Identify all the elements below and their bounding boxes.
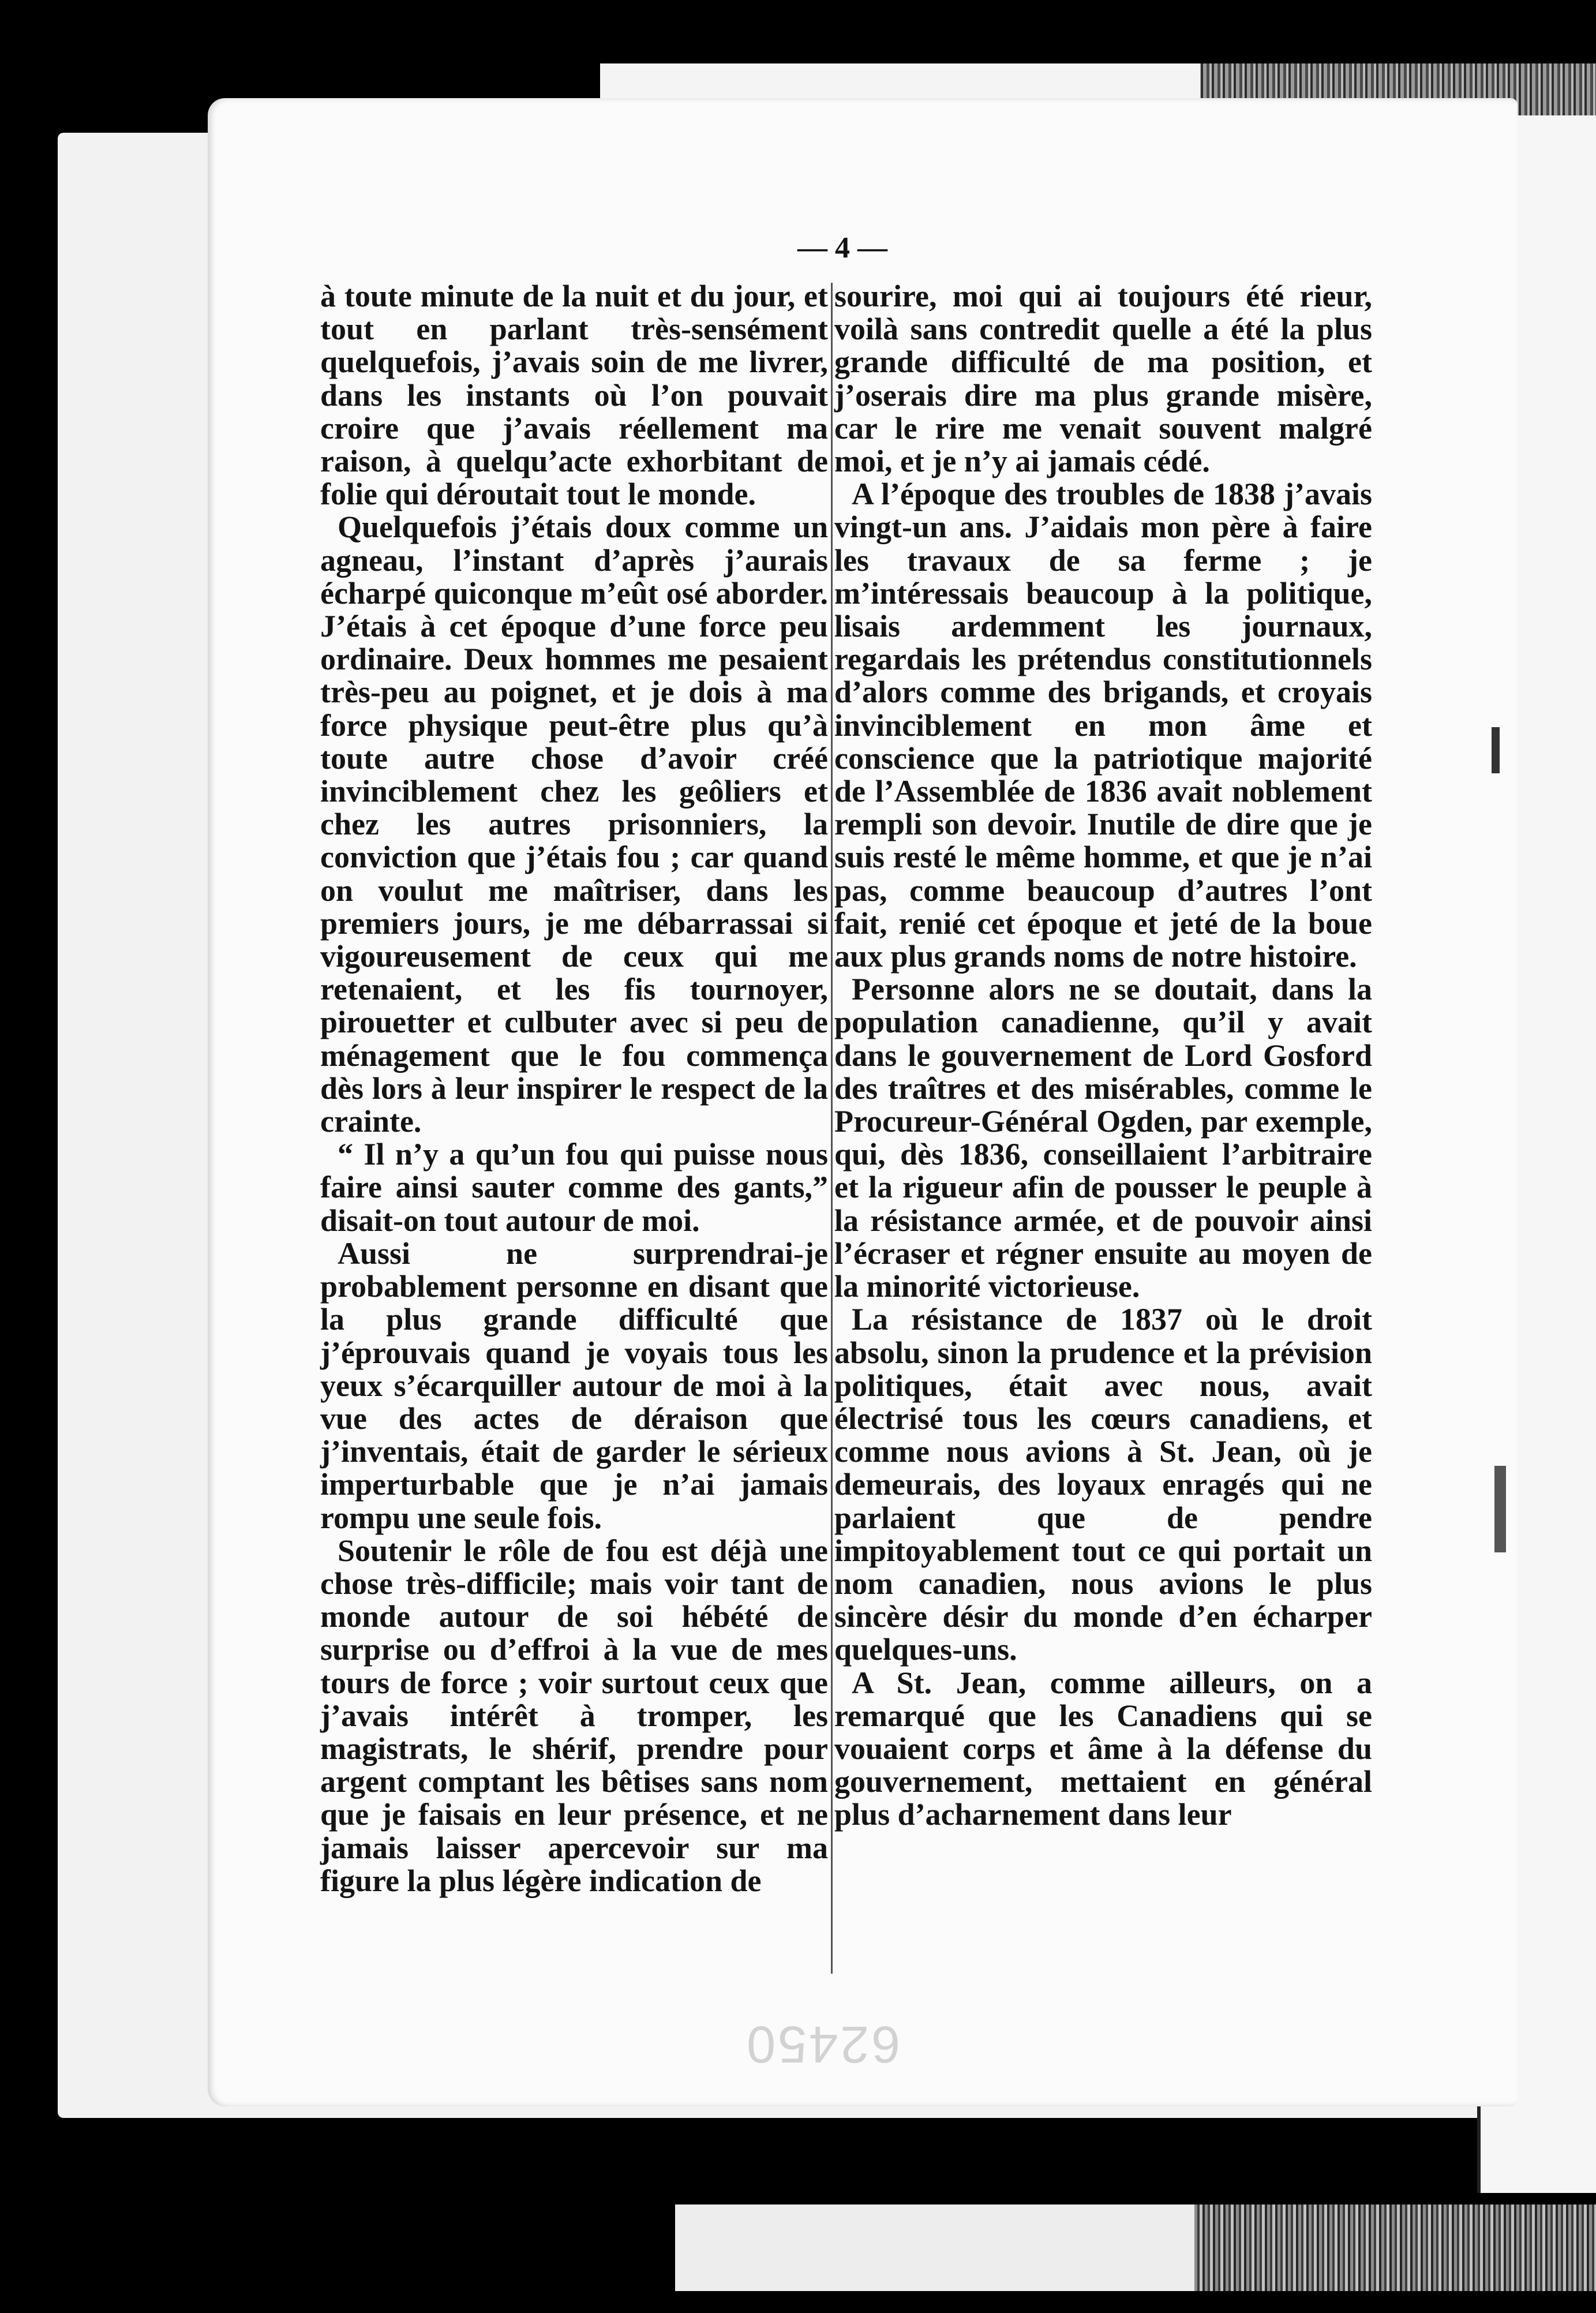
paragraph: Soutenir le rôle de fou est déjà une chose très-difficile; mais voir tant de monde autour de soi hébété de surprise ou d’effroi à la vue de mes tours de force ; voir surtout ceux que j’avais intérêt à tromper, les magistrats, le shérif, prendre pour argent comptant les bêtises sans nom que je faisais en leur présence, et ne jamais laisser apercevoir sur ma figure la plus légère indication de (320, 1533, 828, 1898)
bottom-scan-strip-light (675, 2205, 1194, 2291)
paragraph: Aussi ne surprendrai-je probablement personne en disant que la plus grande difficulté que j’éprouvais quand je voyais tous les yeux s’écarquiller autour de moi à la vue des actes de déraison que j’inventais, était de garder le sérieux imperturbable que je n’ai jamais rompu une seule fois. (320, 1236, 828, 1535)
bleed-through-stamp: 62450 (744, 2015, 901, 2073)
paragraph: A l’époque des troubles de 1838 j’avais vingt-un ans. J’aidais mon père à faire les travaux de sa ferme ; je m’intéressais beaucoup à la politique, lisais ardemment les journaux, regardais les prétendus constitutionnels d’alors comme des brigands, et croyais invinciblement en mon âme et conscience que la patriotique majorité de l’Assemblée de 1836 avait noblement rempli son devoir. Inutile de dire que je suis resté le même homme, et que je n’ai pas, comme beaucoup d’autres l’ont fait, renié cet époque et jeté de la boue aux plus grands noms de notre histoire. (834, 477, 1372, 974)
paragraph: A St. Jean, comme ailleurs, on a remarqué que les Canadiens qui se vouaient corps et âme à la défense du gouvernement, mettaient en général plus d’acharnement dans leur (834, 1665, 1372, 1832)
paragraph: La résistance de 1837 où le droit absolu, sinon la prudence et la prévision politiques, était avec nous, avait électrisé tous les cœurs canadiens, et comme nous avions à St. Jean, où je demeurais, des loyaux enragés qui ne parlaient que de pendre impitoyablement tout ce qui portait un nom canadien, nous avions le plus sincère désir du monde d’en écharper quelques-uns. (834, 1302, 1372, 1667)
paragraph: Personne alors ne se doutait, dans la population canadienne, qu’il y avait dans le gouvernement de Lord Gosford des traîtres et des misérables, comme le Procureur-Général Ogden, par exemple, qui, dès 1836, conseillaient l’arbitraire et la rigueur afin de pousser le peuple à la résistance armée, et de pouvoir ainsi l’écraser et régner ensuite au moyen de la minorité victorieuse. (834, 972, 1372, 1304)
paragraph: sourire, moi qui ai toujours été rieur, voilà sans contredit quelle a été la plus grande difficulté de ma position, et j’oserais dire ma plus grande misère, car le rire me venait souvent malgré moi, et je n’y ai jamais cédé. (834, 279, 1372, 479)
paragraph: Quelquefois j’étais doux comme un agneau, l’instant d’après j’aurais écharpé quiconque m’eût osé aborder. J’étais à cet époque d’une force peu ordinaire. Deux hommes me pesaient très-peu au poignet, et je dois à ma force physique peut-être plus qu’à toute autre chose d’avoir créé invinciblement chez les geôliers et chez les autres prisonniers, la conviction que j’étais fou ; car quand on voulut me maîtriser, dans les premiers jours, je me débarrassai si vigoureusement de ceux qui me retenaient, et les fis tournoyer, pirouetter et culbuter avec si peu de ménagement que le fou commença dès lors à leur inspirer le respect de la crainte. (320, 510, 828, 1139)
page-number: — 4 — (797, 231, 887, 264)
paragraph: à toute minute de la nuit et du jour, et tout en parlant très-sensément quelquefois, j’avais soin de me livrer, dans les instants où l’on pouvait croire que j’avais réellement ma raison, à quelqu’acte exhorbitant de folie qui déroutait tout le monde. (320, 279, 828, 512)
paragraph: “ Il n’y a qu’un fou qui puisse nous faire ainsi sauter comme des gants,” disait-on tout autour de moi. (320, 1137, 828, 1238)
top-scan-strip-light (600, 63, 1200, 98)
binding-mark (1492, 727, 1500, 773)
left-text-column (320, 280, 828, 1897)
right-text-column (834, 280, 1372, 1832)
binding-mark (1494, 1466, 1506, 1552)
column-divider (831, 283, 833, 1974)
